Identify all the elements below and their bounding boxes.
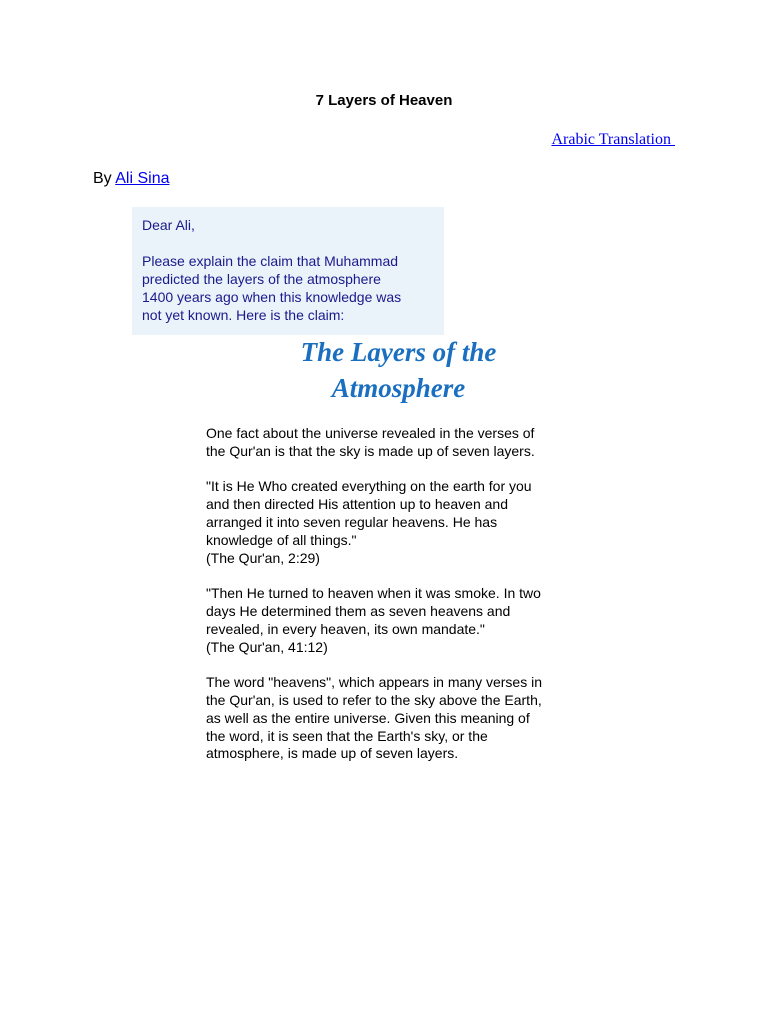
article-line: The word "heavens", which appears in many verses in	[206, 674, 542, 691]
article-paragraph	[206, 478, 586, 567]
article-paragraph	[206, 425, 586, 461]
claim-article	[206, 425, 586, 781]
verse-citation: (The Qur'an, 2:29)	[206, 549, 320, 566]
article-line: "It is He Who created everything on the earth for you	[206, 478, 532, 495]
letter-line: predicted the layers of the atmosphere	[142, 271, 381, 287]
article-line: the Qur'an, is used to refer to the sky above the Earth,	[206, 691, 542, 708]
arabic-translation-link[interactable]: Arabic Translation	[551, 131, 675, 148]
claim-heading-line: Atmosphere	[331, 373, 466, 403]
letter-greeting: Dear Ali,	[142, 217, 195, 233]
letter-line: Please explain the claim that Muhammad	[142, 253, 399, 269]
article-line: One fact about the universe revealed in the verses of	[206, 425, 535, 441]
byline-prefix: By	[93, 170, 116, 187]
letter-line: 1400 years ago when this knowledge was	[142, 289, 402, 305]
byline	[93, 170, 169, 188]
document-title: 7 Layers of Heaven	[315, 92, 453, 109]
claim-heading-line: The Layers of the	[300, 337, 497, 367]
article-paragraph	[206, 674, 586, 763]
article-paragraph	[206, 585, 586, 656]
letter-line: not yet known. Here is the claim:	[142, 307, 345, 323]
article-line: "Then He turned to heaven when it was smoke. In two	[206, 585, 541, 602]
article-line: and then directed His attention up to heaven and	[206, 496, 508, 513]
article-line: as well as the entire universe. Given this meaning of	[206, 709, 530, 726]
article-line: atmosphere, is made up of seven layers.	[206, 745, 459, 762]
reader-letter-box	[132, 207, 444, 335]
article-line: knowledge of all things."	[206, 531, 357, 548]
claim-heading	[0, 334, 768, 406]
article-line: arranged it into seven regular heavens. He has	[206, 513, 498, 530]
author-link[interactable]: Ali Sina	[115, 170, 170, 187]
article-line: the word, it is seen that the Earth's sky, or the	[206, 727, 488, 744]
article-line: the Qur'an is that the sky is made up of seven layers.	[206, 442, 535, 459]
verse-citation: (The Qur'an, 41:12)	[206, 638, 328, 655]
article-line: revealed, in every heaven, its own mandate."	[206, 620, 485, 637]
article-line: days He determined them as seven heavens and	[206, 602, 511, 619]
